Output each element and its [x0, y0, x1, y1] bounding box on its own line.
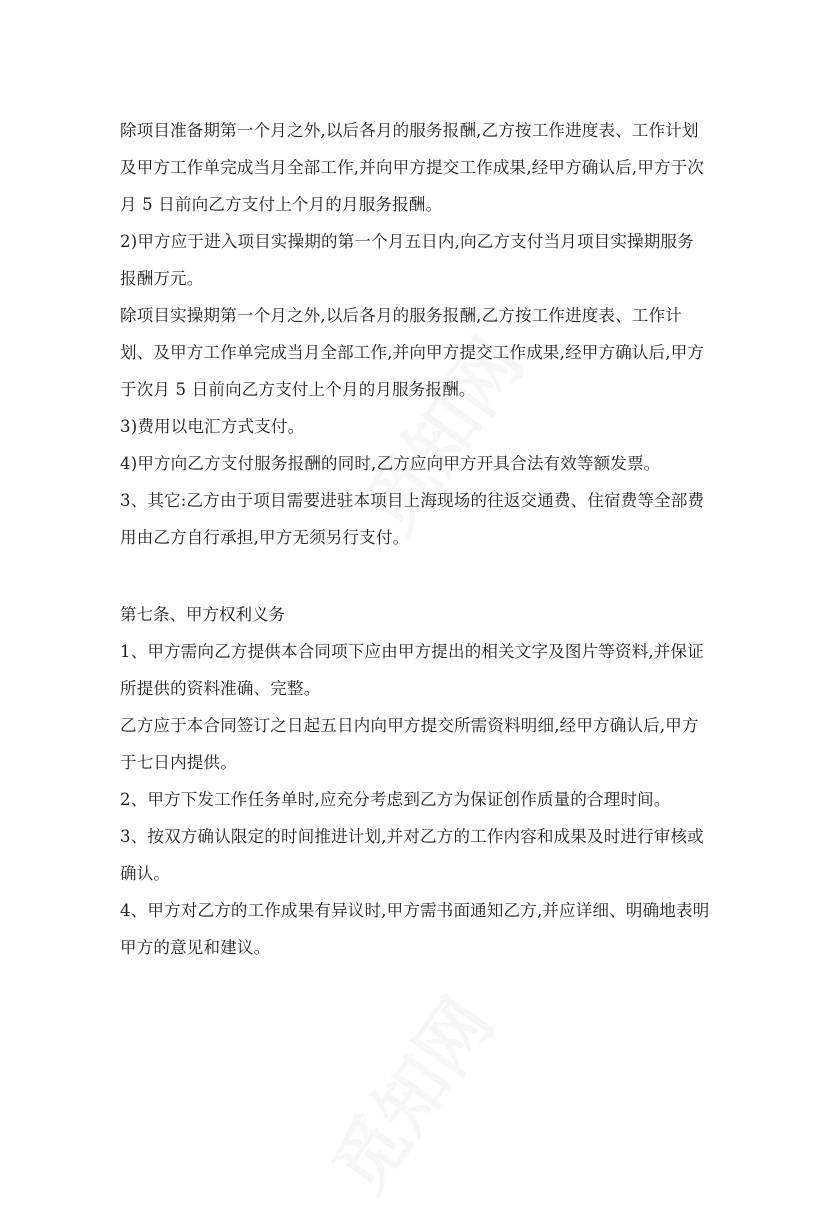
paragraph-payment-operation-monthly: 除项目实操期第一个月之外,以后各月的服务报酬,乙方按工作进度表、工作计划、及甲方工作单完成当月全部工作,并向甲方提交工作成果,经甲方确认后,甲方于次月 5 日前向乙方支付上个月的月服务报酬。 [120, 306, 705, 399]
document-body [120, 112, 710, 966]
paragraph-payment-prep: 除项目准备期第一个月之外,以后各月的服务报酬,乙方按工作进度表、工作计划及甲方工作单完成当月全部工作,并向甲方提交工作成果,经甲方确认后,甲方于次月 5 日前向乙方支付上个月的月服务报酬。 [120, 121, 705, 214]
watermark [303, 974, 512, 1210]
paragraph-invoice: 4)甲方向乙方支付服务报酬的同时,乙方应向甲方开具合法有效等额发票。 [120, 454, 661, 473]
paragraph-task-orders: 2、甲方下发工作任务单时,应充分考虑到乙方为保证创作质量的合理时间。 [120, 790, 671, 809]
section-spacer [120, 556, 710, 596]
paragraph-party-b-materials-list: 乙方应于本合同签订之日起五日内向甲方提交所需资料明细,经甲方确认后,甲方于七日内提供。 [120, 716, 699, 772]
paragraph-payment-operation-first-month: 2)甲方应于进入项目实操期的第一个月五日内,向乙方支付当月项目实操期服务报酬万元。 [120, 232, 694, 288]
paragraph-objections: 4、甲方对乙方的工作成果有异议时,甲方需书面通知乙方,并应详细、明确地表明甲方的意见和建议。 [120, 901, 710, 957]
section-heading: 第七条、甲方权利义务 [120, 605, 285, 624]
paragraph-payment-method: 3)费用以电汇方式支付。 [120, 417, 305, 436]
paragraph-other-expenses: 3、其它:乙方由于项目需要进驻本项目上海现场的往返交通费、住宿费等全部费用由乙方自行承担,甲方无须另行支付。 [120, 491, 705, 547]
paragraph-review-schedule: 3、按双方确认限定的时间推进计划,并对乙方的工作内容和成果及时进行审核或确认。 [120, 827, 704, 883]
paragraph-party-a-materials: 1、甲方需向乙方提供本合同项下应由甲方提出的相关文字及图片等资料,并保证所提供的资料准确、完整。 [120, 642, 704, 698]
